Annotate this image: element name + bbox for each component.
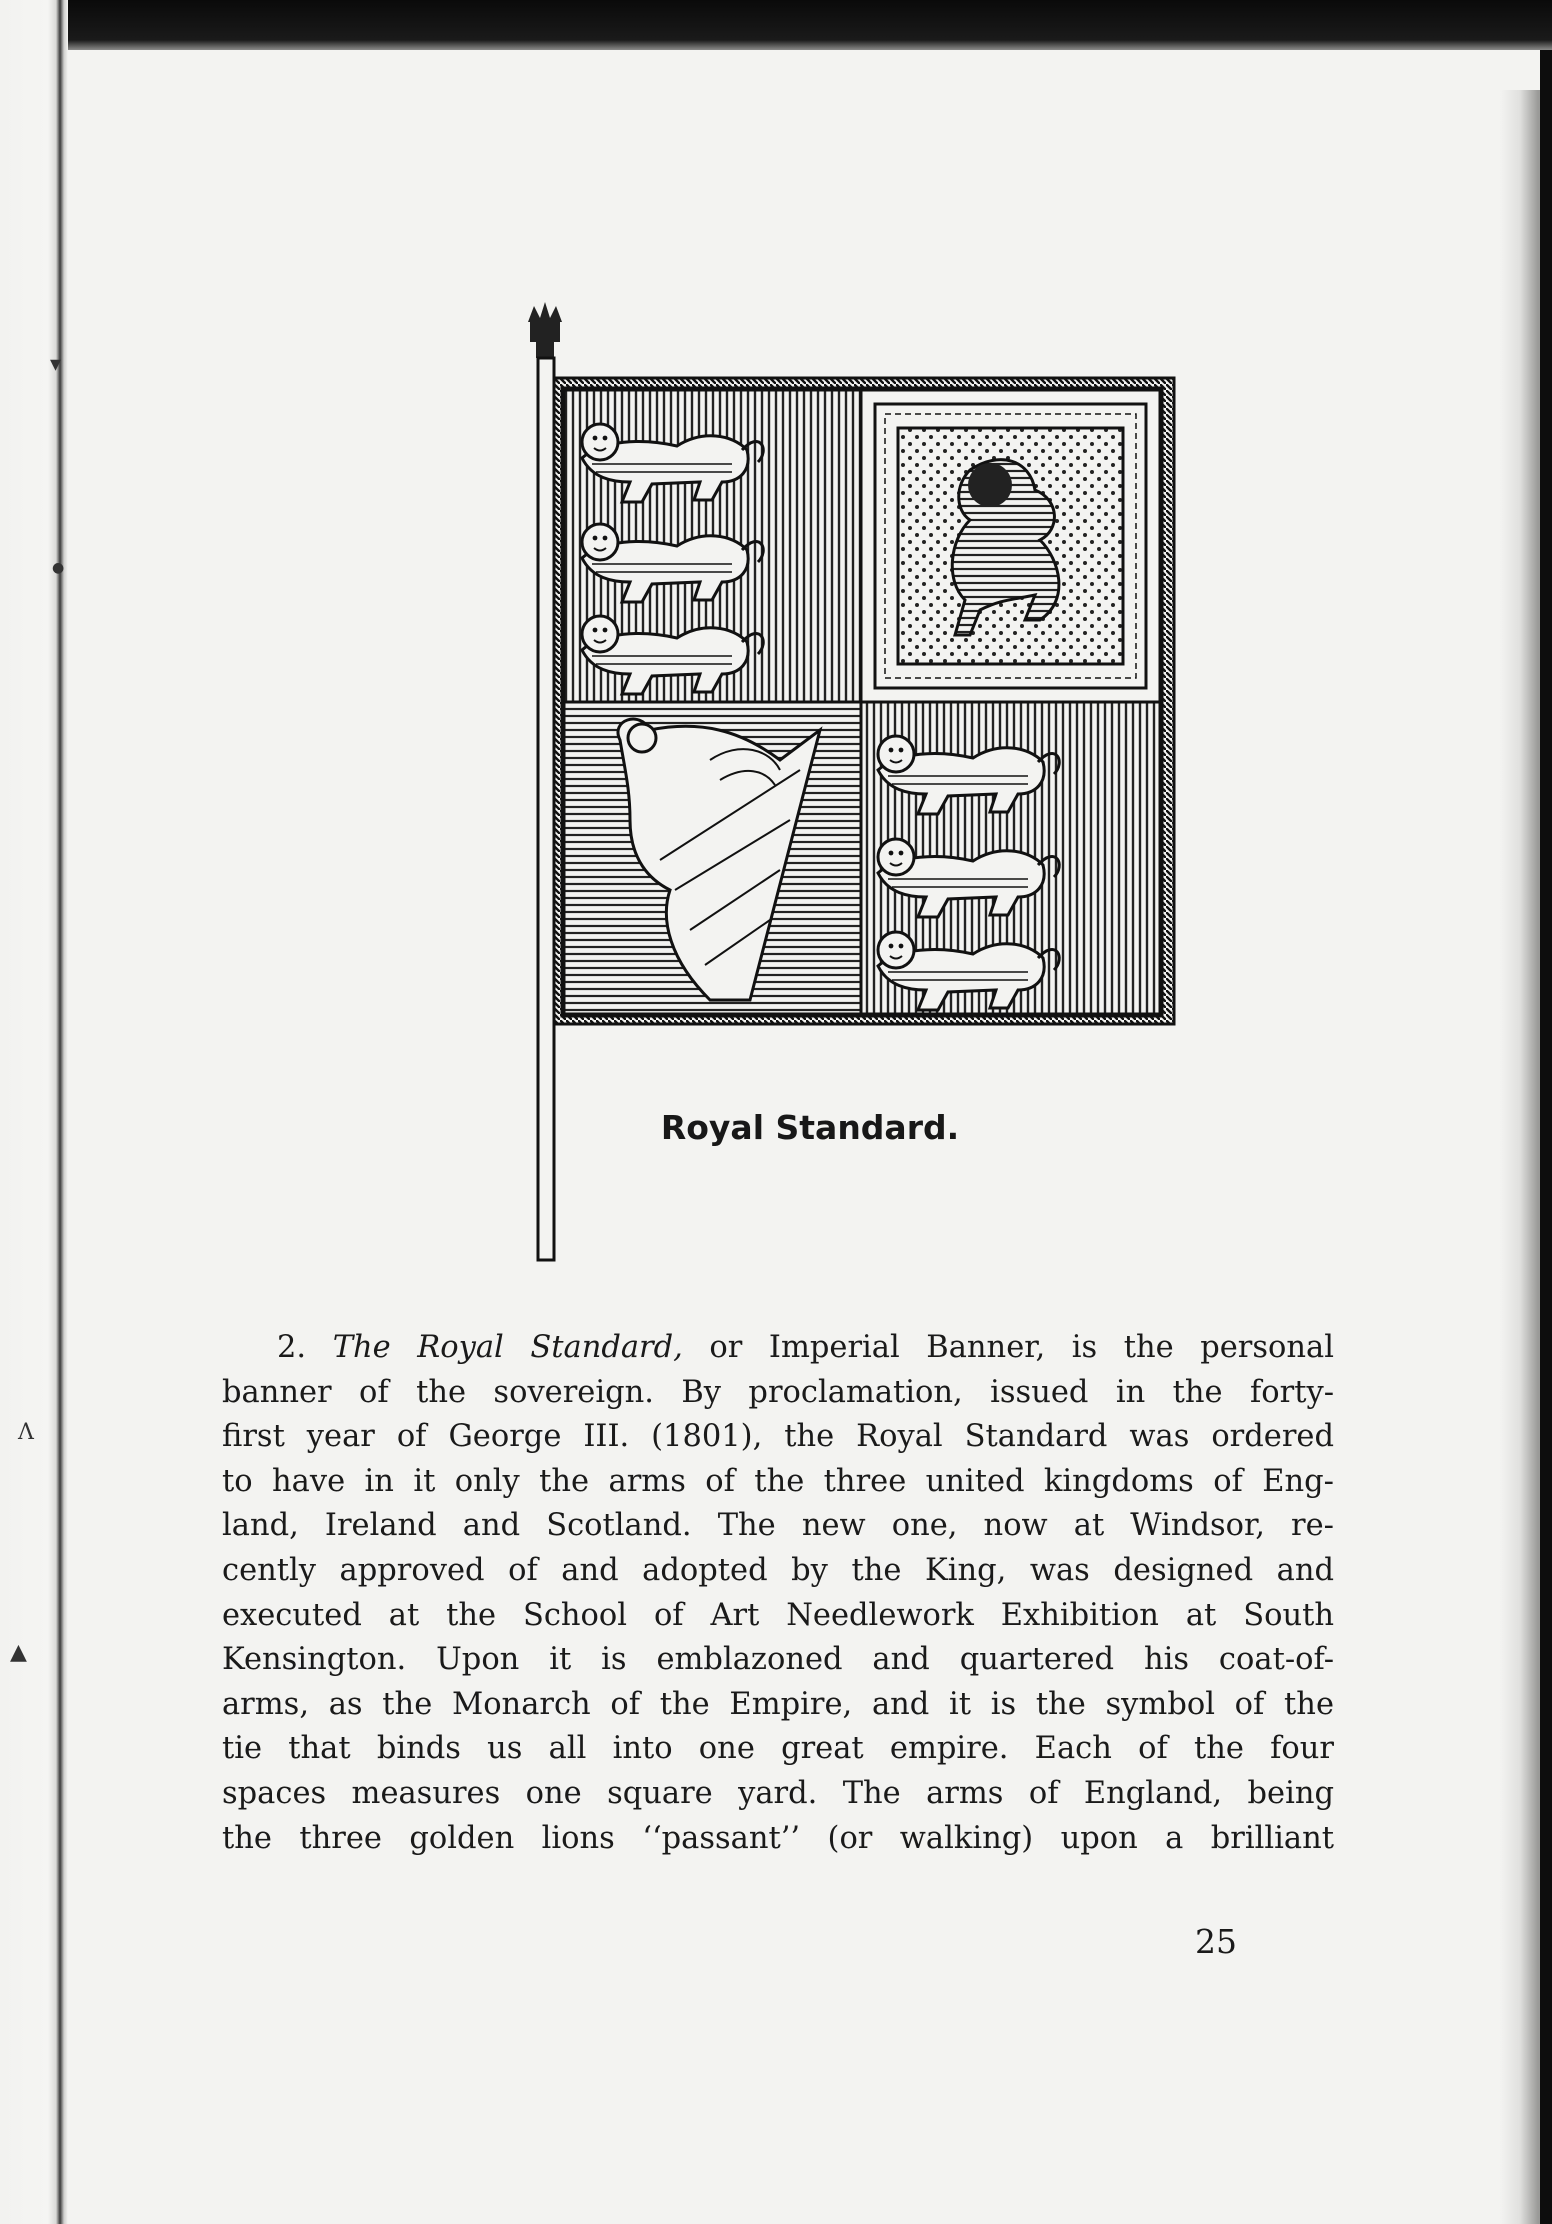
crown-finial	[528, 302, 562, 358]
paragraph-title: The Royal Standard,	[332, 1330, 683, 1365]
paragraph-line: land, Ireland and Scotland. The new one, now at Windsor, re-	[222, 1508, 1334, 1544]
paragraph-number: 2.	[277, 1330, 307, 1365]
paragraph-line: 2. The Royal Standard, or Imperial Banner, is the personal	[277, 1330, 1334, 1365]
flag-pole	[538, 358, 554, 1260]
paragraph-line: the three golden lions ‘‘passant’’ (or walking) upon a brilliant	[222, 1820, 1334, 1856]
paragraph-line: Kensington. Upon it is emblazoned and quartered his coat-of-	[222, 1642, 1334, 1678]
paragraph-line: spaces measures one square yard. The arms of England, being	[222, 1775, 1334, 1811]
quarter-ireland	[564, 702, 861, 1014]
page-right-shadow	[1500, 90, 1540, 2224]
body-paragraph	[222, 1326, 1334, 1861]
quarter-england-bottom	[861, 702, 1160, 1014]
quarter-england-top	[564, 390, 861, 702]
paragraph-line: arms, as the Monarch of the Empire, and it is the symbol of the	[222, 1686, 1334, 1722]
paragraph-line: to have in it only the arms of the three united kingdoms of Eng-	[222, 1463, 1334, 1499]
paragraph-line: cently approved of and adopted by the King, was designed and	[222, 1552, 1334, 1588]
page-number: 25	[1195, 1922, 1237, 1961]
gutter-mark: Λ	[18, 1420, 34, 1445]
gutter-mark: ▾	[50, 352, 62, 377]
scan-left-gutter	[0, 0, 68, 2224]
paragraph-line: tie that binds us all into one great empire. Each of the four	[222, 1731, 1334, 1767]
figure-caption: Royal Standard.	[660, 1108, 960, 1147]
gutter-mark: ●	[52, 560, 65, 576]
scan-right-border	[1540, 50, 1552, 2224]
gutter-mark: ▲	[10, 1640, 27, 1665]
paragraph-line: banner of the sovereign. By proclamation, issued in the forty-	[222, 1374, 1334, 1410]
paragraph-line: executed at the School of Art Needlework Exhibition at South	[222, 1597, 1334, 1633]
quarter-scotland	[861, 390, 1160, 702]
paragraph-line: first year of George III. (1801), the Royal Standard was ordered	[222, 1419, 1334, 1455]
